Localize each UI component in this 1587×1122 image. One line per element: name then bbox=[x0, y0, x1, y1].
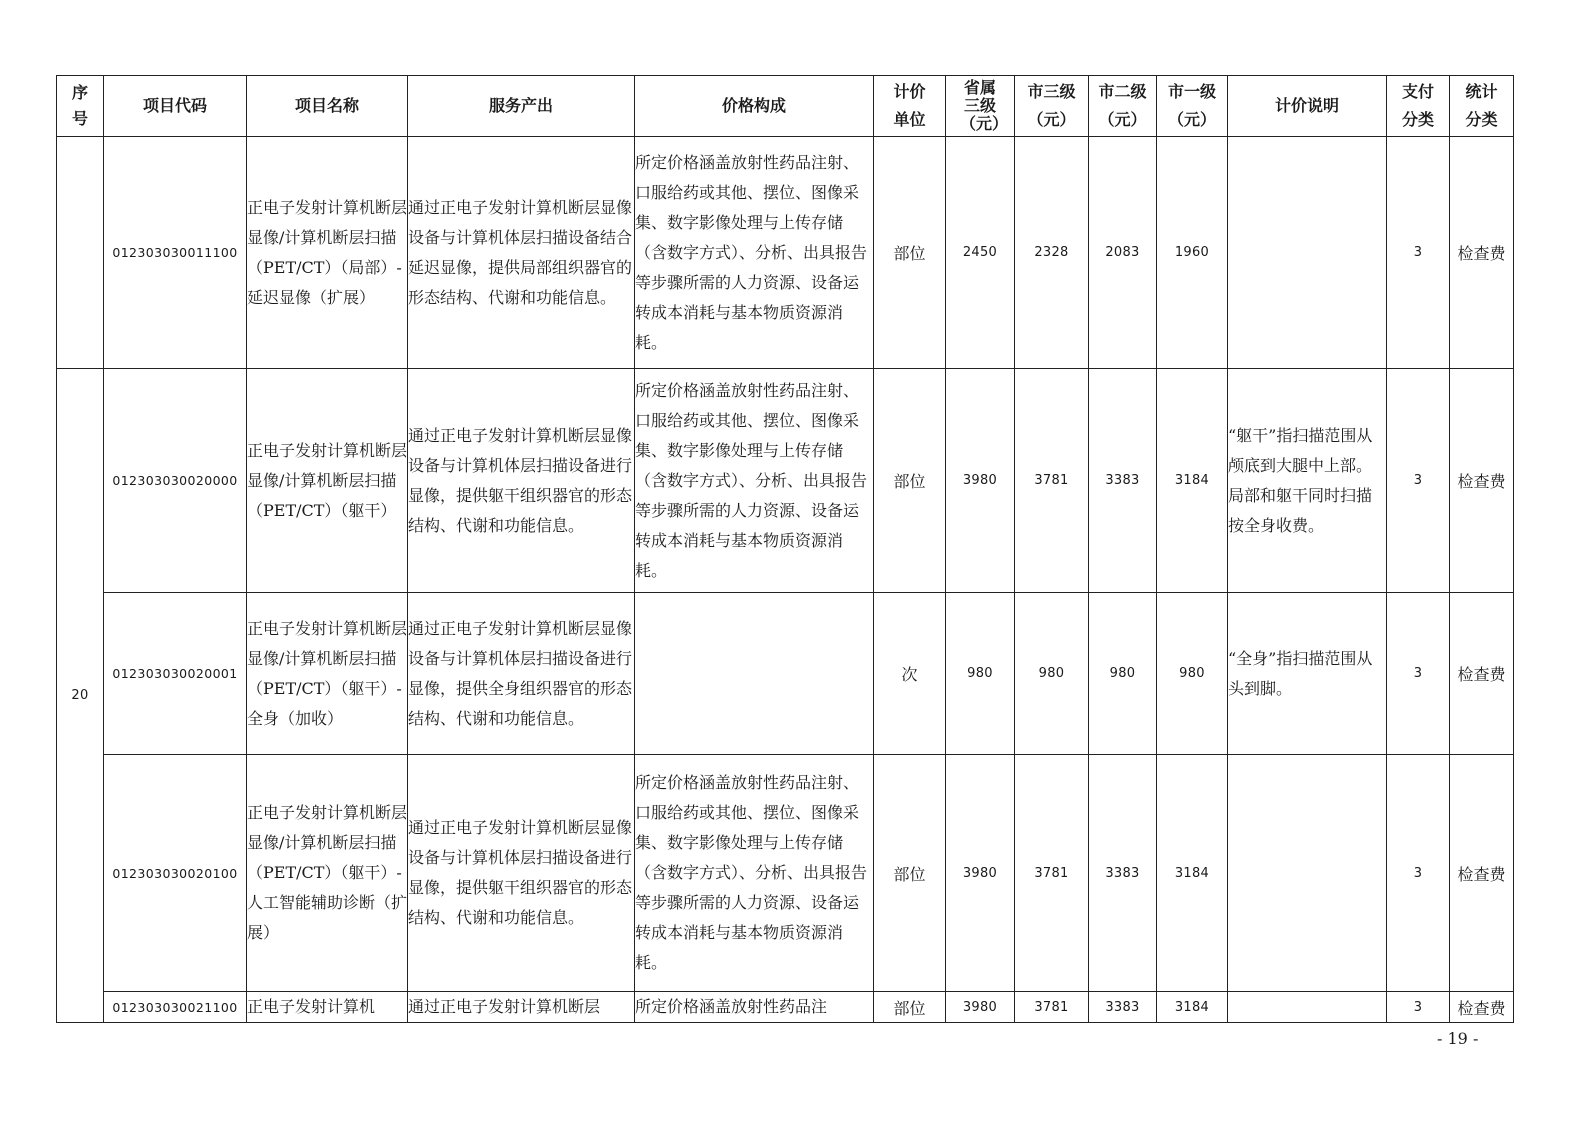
row-name: 正电子发射计算机断层显像/计算机断层扫描（PET/CT）（躯干）-人工智能辅助诊断（扩展） bbox=[247, 755, 408, 992]
row-composition: 所定价格涵盖放射性药品注射、口服给药或其他、摆位、图像采集、数字影像处理与上传存储（含数字方式）、分析、出具报告等步骤所需的人力资源、设备运转成本消耗与基本物质资源消耗。 bbox=[635, 755, 874, 992]
row-composition: 所定价格涵盖放射性药品注射、口服给药或其他、摆位、图像采集、数字影像处理与上传存储（含数字方式）、分析、出具报告等步骤所需的人力资源、设备运转成本消耗与基本物质资源消耗。 bbox=[635, 369, 874, 593]
row-note: “全身”指扫描范围从头到脚。 bbox=[1228, 593, 1387, 755]
header-note: 计价说明 bbox=[1228, 76, 1387, 137]
row-composition bbox=[635, 992, 874, 1023]
row-code: 012303030020000 bbox=[104, 369, 247, 593]
row-provincial-price: 3980 bbox=[946, 755, 1015, 992]
row-pay-category: 3 bbox=[1387, 369, 1450, 593]
row-city1-price: 1960 bbox=[1157, 137, 1228, 369]
row-output: 通过正电子发射计算机断层显像设备与计算机体层扫描设备结合延迟显像，提供局部组织器官的形态结构、代谢和功能信息。 bbox=[408, 137, 635, 369]
header-output: 服务产出 bbox=[408, 76, 635, 137]
page-number: - 19 - bbox=[1437, 1029, 1479, 1048]
header-name: 项目名称 bbox=[247, 76, 408, 137]
row-city3-price: 3781 bbox=[1015, 755, 1089, 992]
row-code: 012303030020001 bbox=[104, 593, 247, 755]
row-city2-price: 2083 bbox=[1089, 137, 1157, 369]
row-unit: 部位 bbox=[874, 137, 946, 369]
row-output-text: 通过正电子发射计算机断层 bbox=[408, 997, 601, 1016]
row-name: 正电子发射计算机断层显像/计算机断层扫描（PET/CT）（躯干）-全身（加收） bbox=[247, 593, 408, 755]
row-output: 通过正电子发射计算机断层显像设备与计算机体层扫描设备进行显像，提供全身组织器官的形态结构、代谢和功能信息。 bbox=[408, 593, 635, 755]
table-row bbox=[57, 593, 1514, 755]
row-name: 正电子发射计算机断层显像/计算机断层扫描（PET/CT）（躯干） bbox=[247, 369, 408, 593]
row-unit: 部位 bbox=[874, 755, 946, 992]
header-city2: 市二级（元） bbox=[1089, 76, 1157, 137]
row-unit: 部位 bbox=[874, 369, 946, 593]
row-composition: 所定价格涵盖放射性药品注射、口服给药或其他、摆位、图像采集、数字影像处理与上传存储（含数字方式）、分析、出具报告等步骤所需的人力资源、设备运转成本消耗与基本物质资源消耗。 bbox=[635, 137, 874, 369]
row-code: 012303030020100 bbox=[104, 755, 247, 992]
header-row bbox=[57, 76, 1514, 137]
row-city2-price: 3383 bbox=[1089, 755, 1157, 992]
table-row bbox=[57, 755, 1514, 992]
row-city1-price: 3184 bbox=[1157, 369, 1228, 593]
row-provincial-price: 3980 bbox=[946, 992, 1015, 1023]
row-city1-price: 980 bbox=[1157, 593, 1228, 755]
table-row bbox=[57, 992, 1514, 1023]
row-unit: 次 bbox=[874, 593, 946, 755]
table-row bbox=[57, 137, 1514, 369]
row-stat-category: 检查费 bbox=[1450, 593, 1514, 755]
row-pay-category: 3 bbox=[1387, 992, 1450, 1023]
row-pay-category: 3 bbox=[1387, 137, 1450, 369]
row-provincial-price: 980 bbox=[946, 593, 1015, 755]
row-city2-price: 980 bbox=[1089, 593, 1157, 755]
row-city3-price: 3781 bbox=[1015, 369, 1089, 593]
row-note bbox=[1228, 992, 1387, 1023]
row-city3-price: 3781 bbox=[1015, 992, 1089, 1023]
row-provincial-price: 2450 bbox=[946, 137, 1015, 369]
row-stat-category: 检查费 bbox=[1450, 755, 1514, 992]
header-code: 项目代码 bbox=[104, 76, 247, 137]
row-output bbox=[408, 992, 635, 1023]
header-city1: 市一级（元） bbox=[1157, 76, 1228, 137]
row-composition-text: 所定价格涵盖放射性药品注 bbox=[635, 997, 828, 1016]
row-pay-category: 3 bbox=[1387, 755, 1450, 992]
row-name bbox=[247, 992, 408, 1023]
row-city2-price: 3383 bbox=[1089, 369, 1157, 593]
row-stat-category: 检查费 bbox=[1450, 137, 1514, 369]
row-composition bbox=[635, 593, 874, 755]
header-seq: 序号 bbox=[57, 76, 104, 137]
row-code: 012303030011100 bbox=[104, 137, 247, 369]
group-seq: 20 bbox=[57, 369, 104, 1023]
row-note bbox=[1228, 755, 1387, 992]
row-code: 012303030021100 bbox=[104, 992, 247, 1023]
row-city3-price: 980 bbox=[1015, 593, 1089, 755]
row-output: 通过正电子发射计算机断层显像设备与计算机体层扫描设备进行显像，提供躯干组织器官的形态结构、代谢和功能信息。 bbox=[408, 369, 635, 593]
row-name-text: 正电子发射计算机 bbox=[247, 997, 376, 1016]
table-row bbox=[57, 369, 1514, 593]
row-unit: 部位 bbox=[874, 992, 946, 1023]
header-unit: 计价单位 bbox=[874, 76, 946, 137]
header-pay: 支付分类 bbox=[1387, 76, 1450, 137]
row-name: 正电子发射计算机断层显像/计算机断层扫描（PET/CT）（局部）-延迟显像（扩展） bbox=[247, 137, 408, 369]
row-city3-price: 2328 bbox=[1015, 137, 1089, 369]
header-city3: 市三级（元） bbox=[1015, 76, 1089, 137]
row-stat-category: 检查费 bbox=[1450, 369, 1514, 593]
header-stat: 统计分类 bbox=[1450, 76, 1514, 137]
row-stat-category: 检查费 bbox=[1450, 992, 1514, 1023]
row-output: 通过正电子发射计算机断层显像设备与计算机体层扫描设备进行显像，提供躯干组织器官的形态结构、代谢和功能信息。 bbox=[408, 755, 635, 992]
header-provincial: 省属三级（元） bbox=[946, 76, 1015, 137]
row-pay-category: 3 bbox=[1387, 593, 1450, 755]
row-seq-empty bbox=[57, 137, 104, 369]
row-note: “躯干”指扫描范围从颅底到大腿中上部。局部和躯干同时扫描按全身收费。 bbox=[1228, 369, 1387, 593]
row-city1-price: 3184 bbox=[1157, 992, 1228, 1023]
row-provincial-price: 3980 bbox=[946, 369, 1015, 593]
price-table bbox=[56, 75, 1514, 1023]
row-note bbox=[1228, 137, 1387, 369]
header-composition: 价格构成 bbox=[635, 76, 874, 137]
row-city2-price: 3383 bbox=[1089, 992, 1157, 1023]
row-city1-price: 3184 bbox=[1157, 755, 1228, 992]
